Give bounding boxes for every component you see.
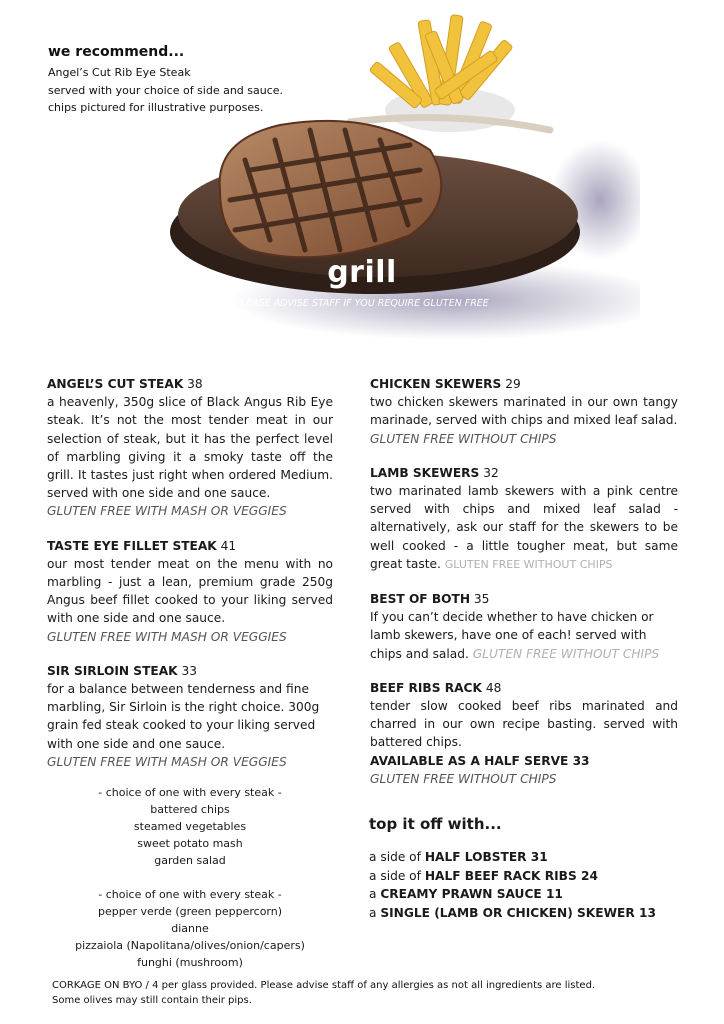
gluten-info: GLUTEN FREE WITH MASH OR VEGGIES [47,754,287,769]
item-price: 33 [181,663,197,678]
item-name: ANGEL’S CUT STEAK [47,377,184,391]
topit-list [369,848,656,922]
half-serve-note: AVAILABLE AS A HALF SERVE 33 [370,753,590,768]
item-description: for a balance between tenderness and fine marbling, Sir Sirloin is the right choice. 300g grain fed steak cooked to your liking served with one side and one sauce. [47,682,320,751]
topit-bold: CREAMY PRAWN SAUCE 11 [380,887,563,902]
topit-prefix: a side of [369,850,425,864]
right-menu-column [370,375,678,804]
menu-item [47,537,333,646]
topit-item [369,904,656,923]
item-name: BEST OF BOTH [370,592,471,607]
gluten-info: GLUTEN FREE WITHOUT CHIPS [444,557,613,571]
item-price: 35 [473,592,490,607]
gluten-info: GLUTEN FREE WITH MASH OR VEGGIES [47,629,287,644]
menu-item [370,464,678,574]
gluten-info: GLUTEN FREE WITHOUT CHIPS [370,771,557,786]
sauce-option: dianne [171,922,209,935]
side-option: sweet potato mash [137,837,243,850]
topit-heading: top it off with... [369,815,502,833]
footer [52,978,595,1008]
side-option: steamed vegetables [133,820,247,833]
gluten-info: GLUTEN FREE WITHOUT CHIPS [370,431,557,446]
item-price: 41 [220,538,237,553]
topit-item [369,848,656,867]
item-description [370,482,678,574]
steak-choices [47,784,333,971]
recommend-line: Angel’s Cut Rib Eye Steak [48,66,191,79]
menu-item [370,375,678,448]
item-name: TASTE EYE FILLET STEAK [47,538,217,553]
topit-bold: SINGLE (LAMB OR CHICKEN) SKEWER 13 [380,905,656,920]
topit-prefix: a [369,905,381,920]
item-description: two chicken skewers marinated in our own tangy marinade, served with chips and mixed leaf salad. [370,395,678,428]
recommend-heading: we recommend... [48,44,185,60]
item-name: BEEF RIBS RACK [370,680,482,695]
topit-prefix: a side of [369,868,425,883]
footer-line: CORKAGE ON BYO / 4 per glass provided. Please advise staff of any allergies as not all ingredients are listed. [52,980,596,991]
menu-item [47,375,333,521]
menu-item [370,590,678,663]
topit-bold: HALF BEEF RACK RIBS 24 [424,868,598,883]
item-description: our most tender meat on the menu with no marbling - just a lean, premium grade 250g Angus beef fillet cooked to your liking served with one side and one sauce. [47,556,333,626]
item-description [370,608,678,663]
sauce-option: funghi (mushroom) [137,956,243,969]
side-option: garden salad [154,854,226,867]
gluten-note: PLEASE ADVISE STAFF IF YOU REQUIRE GLUTEN FREE [235,298,489,309]
item-price: 38 [187,377,203,391]
item-description: a heavenly, 350g slice of Black Angus Rib Eye steak. It’s not the most tender meat in our selection of steak, but it has the perfect level of marbling giving it a smoky taste off the grill. It tastes just right when ordered Medium. served with one side and one sauce. [47,395,333,501]
item-name: LAMB SKEWERS [370,465,480,480]
topit-bold: HALF LOBSTER 31 [424,850,548,864]
side-option: battered chips [150,803,230,816]
sauce-option: pizzaiola (Napolitana/olives/onion/capers) [75,939,305,952]
gluten-info: GLUTEN FREE WITH MASH OR VEGGIES [47,504,287,519]
item-description-text: If you can’t decide whether to have chicken or lamb skewers, have one of each! served with chips and salad. [370,610,654,661]
gluten-info: GLUTEN FREE WITHOUT CHIPS [472,646,660,661]
sauces-heading: - choice of one with every steak - [98,888,282,901]
menu-item [47,662,333,771]
topit-prefix: a [369,887,381,902]
menu-item [370,679,678,788]
item-price: 32 [483,465,499,480]
item-name: SIR SIRLOIN STEAK [47,663,178,678]
recommend-line: chips pictured for illustrative purposes. [48,101,264,114]
sides-heading: - choice of one with every steak - [98,786,282,799]
sauce-option: pepper verde (green peppercorn) [97,905,283,918]
item-description-text: two marinated lamb skewers with a pink centre served with chips and mixed leaf salad - alternatively, ask our staff for the skewers to be well cooked - a little tougher meat, but same great taste. [370,484,678,571]
item-description: tender slow cooked beef ribs marinated and charred in our own recipe basting. served with battered chips. [370,699,678,750]
section-title: grill [327,255,397,290]
left-menu-column [47,375,333,787]
footer-line: Some olives may still contain their pips. [52,995,252,1006]
item-name: CHICKEN SKEWERS [370,377,502,391]
topit-item [369,885,656,904]
topit-item [369,867,656,886]
recommend-line: served with your choice of side and sauce. [48,84,284,97]
item-price: 48 [485,680,502,695]
item-price: 29 [505,377,521,391]
